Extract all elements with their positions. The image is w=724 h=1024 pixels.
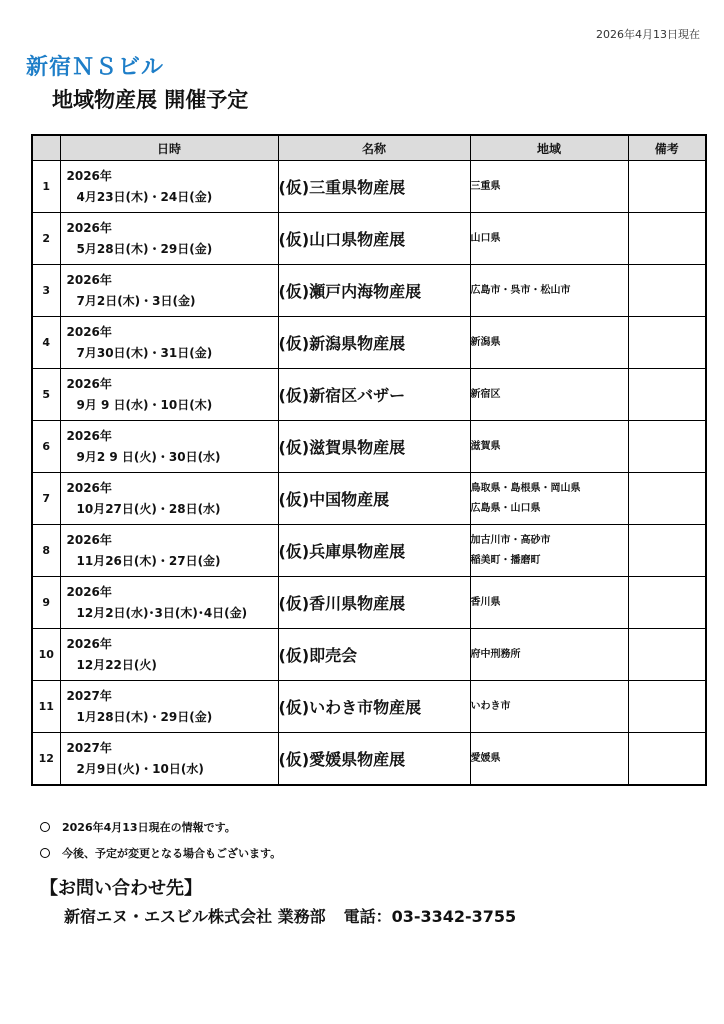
event-name: (仮)新宿区バザー	[278, 369, 470, 421]
event-region	[470, 473, 628, 525]
event-days: 10月27日(火)・28日(水)	[76, 501, 221, 516]
event-year: 2026年	[66, 636, 112, 651]
table-row	[32, 317, 706, 369]
schedule-table	[31, 134, 707, 786]
region-line: 広島県・山口県	[470, 502, 541, 514]
table-row	[32, 629, 706, 681]
region-line: 三重県	[470, 180, 501, 192]
region-line: 滋賀県	[470, 440, 501, 452]
region-line: いわき市	[470, 700, 511, 712]
row-number: 6	[32, 421, 60, 473]
event-date	[60, 265, 278, 317]
event-region	[470, 161, 628, 213]
row-number: 11	[32, 681, 60, 733]
event-year: 2026年	[66, 168, 112, 183]
event-name: (仮)瀬戸内海物産展	[278, 265, 470, 317]
event-year: 2027年	[66, 688, 112, 703]
row-number: 4	[32, 317, 60, 369]
event-year: 2026年	[66, 272, 112, 287]
region-line: 加古川市・高砂市	[470, 534, 551, 546]
event-name: (仮)いわき市物産展	[278, 681, 470, 733]
event-days: 1月28日(木)・29日(金)	[76, 709, 213, 724]
event-region	[470, 629, 628, 681]
table-row	[32, 473, 706, 525]
event-days: 7月2日(木)・3日(金)	[76, 293, 196, 308]
event-region	[470, 369, 628, 421]
row-number: 5	[32, 369, 60, 421]
circle-bullet-icon	[40, 822, 50, 832]
region-line: 山口県	[470, 232, 501, 244]
event-date	[60, 733, 278, 786]
row-number: 1	[32, 161, 60, 213]
event-name: (仮)中国物産展	[278, 473, 470, 525]
row-number: 10	[32, 629, 60, 681]
event-days: 11月26日(木)・27日(金)	[76, 553, 221, 568]
event-date	[60, 421, 278, 473]
event-date	[60, 369, 278, 421]
event-date	[60, 213, 278, 265]
event-year: 2027年	[66, 740, 112, 755]
event-days: 9月2 9 日(火)・30日(水)	[76, 449, 221, 464]
note-item	[40, 840, 281, 866]
event-region	[470, 577, 628, 629]
event-date	[60, 577, 278, 629]
region-line: 新宿区	[470, 388, 501, 400]
table-row	[32, 213, 706, 265]
header-date: 日時	[60, 135, 278, 161]
event-notes	[628, 265, 706, 317]
contact-heading: 【お問い合わせ先】	[40, 878, 202, 899]
table-row	[32, 733, 706, 786]
event-days: 12月22日(火)	[76, 657, 157, 672]
table-row	[32, 577, 706, 629]
notes-list	[40, 814, 281, 866]
header-notes: 備考	[628, 135, 706, 161]
event-name: (仮)滋賀県物産展	[278, 421, 470, 473]
event-year: 2026年	[66, 220, 112, 235]
event-name: (仮)山口県物産展	[278, 213, 470, 265]
contact-info	[64, 904, 516, 927]
table-row	[32, 681, 706, 733]
header-region: 地域	[470, 135, 628, 161]
region-line: 新潟県	[470, 336, 501, 348]
brand-name: 新宿ＮＳビル	[26, 55, 165, 80]
event-days: 2月9日(火)・10日(水)	[76, 761, 204, 776]
table-row	[32, 369, 706, 421]
contact-tel: 電話：03-3342-3755	[343, 907, 517, 926]
event-region	[470, 213, 628, 265]
event-year: 2026年	[66, 428, 112, 443]
event-year: 2026年	[66, 376, 112, 391]
region-line: 広島市・呉市・松山市	[470, 284, 571, 296]
region-line: 鳥取県・島根県・岡山県	[470, 482, 581, 494]
event-date	[60, 317, 278, 369]
region-line: 稲美町・播磨町	[470, 554, 541, 566]
event-year: 2026年	[66, 480, 112, 495]
event-notes	[628, 629, 706, 681]
as-of-date: 2026年4月13日現在	[596, 28, 700, 41]
event-notes	[628, 317, 706, 369]
circle-bullet-icon	[40, 848, 50, 858]
note-text: 2026年4月13日現在の情報です。	[62, 821, 236, 834]
event-name: (仮)愛媛県物産展	[278, 733, 470, 786]
row-number: 8	[32, 525, 60, 577]
event-days: 9月 9 日(水)・10日(木)	[76, 397, 213, 412]
header-no	[32, 135, 60, 161]
event-name: (仮)即売会	[278, 629, 470, 681]
table-row	[32, 421, 706, 473]
note-item	[40, 814, 281, 840]
row-number: 2	[32, 213, 60, 265]
row-number: 3	[32, 265, 60, 317]
region-line: 府中刑務所	[470, 648, 521, 660]
event-days: 12月2日(水)･3日(木)･4日(金)	[76, 605, 248, 620]
header-name: 名称	[278, 135, 470, 161]
region-line: 香川県	[470, 596, 501, 608]
event-name: (仮)香川県物産展	[278, 577, 470, 629]
event-name: (仮)三重県物産展	[278, 161, 470, 213]
event-notes	[628, 525, 706, 577]
event-notes	[628, 681, 706, 733]
event-notes	[628, 213, 706, 265]
table-row	[32, 265, 706, 317]
event-days: 7月30日(木)・31日(金)	[76, 345, 213, 360]
event-region	[470, 733, 628, 786]
event-date	[60, 629, 278, 681]
event-days: 5月28日(木)・29日(金)	[76, 241, 213, 256]
table-row	[32, 161, 706, 213]
event-notes	[628, 733, 706, 786]
event-year: 2026年	[66, 584, 112, 599]
row-number: 12	[32, 733, 60, 786]
event-date	[60, 161, 278, 213]
event-year: 2026年	[66, 324, 112, 339]
note-text: 今後、予定が変更となる場合もございます。	[62, 847, 282, 860]
event-notes	[628, 473, 706, 525]
event-date	[60, 525, 278, 577]
event-notes	[628, 421, 706, 473]
event-notes	[628, 577, 706, 629]
event-notes	[628, 161, 706, 213]
event-days: 4月23日(木)・24日(金)	[76, 189, 213, 204]
event-region	[470, 317, 628, 369]
event-name: (仮)兵庫県物産展	[278, 525, 470, 577]
event-year: 2026年	[66, 532, 112, 547]
event-date	[60, 473, 278, 525]
region-line: 愛媛県	[470, 752, 501, 764]
row-number: 9	[32, 577, 60, 629]
event-name: (仮)新潟県物産展	[278, 317, 470, 369]
page-title: 地域物産展 開催予定	[52, 88, 249, 112]
event-region	[470, 265, 628, 317]
row-number: 7	[32, 473, 60, 525]
event-region	[470, 421, 628, 473]
event-date	[60, 681, 278, 733]
event-notes	[628, 369, 706, 421]
event-region	[470, 681, 628, 733]
contact-org: 新宿エヌ・エスビル株式会社 業務部	[64, 907, 326, 926]
event-region	[470, 525, 628, 577]
header-row	[32, 135, 706, 161]
table-row	[32, 525, 706, 577]
